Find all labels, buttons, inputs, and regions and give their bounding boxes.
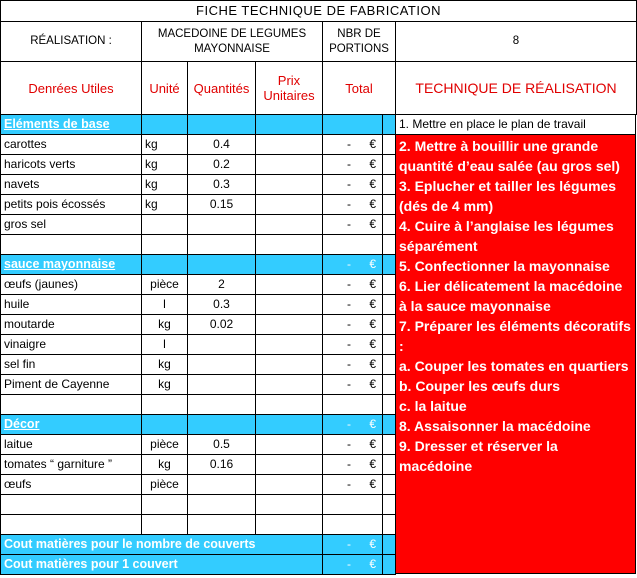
section-fill [188, 115, 256, 135]
ingredient-quantity [188, 335, 256, 355]
total-dash: - [347, 257, 351, 271]
technique-steps [396, 135, 636, 574]
ingredient-unit-price [256, 175, 323, 195]
currency-symbol: € [369, 457, 376, 471]
ingredient-quantity [188, 395, 256, 415]
ingredient-unit-price [256, 315, 323, 335]
currency-symbol: € [369, 277, 376, 291]
ingredient-quantity: 0.3 [188, 295, 256, 315]
ingredient-unit-price [256, 455, 323, 475]
ingredient-name: laitue [0, 435, 142, 455]
ingredient-unit: kg [142, 315, 188, 335]
spacer-cell [383, 135, 396, 155]
ingredient-quantity: 0.3 [188, 175, 256, 195]
technique-step: 3. Eplucher et tailler les légumes (dés de 4 mm) [399, 178, 617, 214]
ingredient-quantity: 0.5 [188, 435, 256, 455]
spacer-cell [383, 515, 396, 535]
total-cell [323, 175, 383, 195]
total-dash: - [347, 377, 351, 391]
ingredient-quantity: 0.15 [188, 195, 256, 215]
ingredient-name: huile [0, 295, 142, 315]
ingredient-quantity: 0.4 [188, 135, 256, 155]
total-dash: - [347, 177, 351, 191]
ingredient-unit: l [142, 295, 188, 315]
currency-symbol: € [369, 337, 376, 351]
currency-symbol: € [369, 437, 376, 451]
ingredient-unit [142, 235, 188, 255]
total-cell [323, 255, 383, 275]
col-denrees: Denrées Utiles [0, 62, 142, 115]
ingredient-unit-price [256, 335, 323, 355]
spacer-cell [383, 415, 396, 435]
total-cell [323, 415, 383, 435]
currency-symbol: € [369, 357, 376, 371]
ingredient-unit-price [256, 275, 323, 295]
technique-step: c. la laitue [399, 398, 467, 414]
ingredient-unit: l [142, 335, 188, 355]
currency-symbol: € [369, 177, 376, 191]
technique-step-1: 1. Mettre en place le plan de travail [396, 115, 636, 135]
total-cell [323, 355, 383, 375]
currency-symbol: € [369, 417, 376, 431]
currency-symbol: € [369, 477, 376, 491]
ingredient-unit [142, 215, 188, 235]
ingredient-name: moutarde [0, 315, 142, 335]
total-dash: - [347, 477, 351, 491]
col-quantites: Quantités [188, 62, 256, 115]
total-dash: - [347, 357, 351, 371]
total-cell [323, 515, 383, 535]
spacer-cell [383, 375, 396, 395]
ingredient-unit-price [256, 295, 323, 315]
total-dash: - [347, 337, 351, 351]
technique-step: b. Couper les œufs durs [399, 378, 561, 394]
total-dash: - [347, 317, 351, 331]
cost-label-total-un: Cout matières pour 1 couvert [0, 555, 323, 575]
ingredient-unit-price [256, 375, 323, 395]
ingredient-name: petits pois écossés [0, 195, 142, 215]
ingredient-unit: kg [142, 175, 188, 195]
col-total: Total [323, 62, 396, 115]
ingredient-unit-price [256, 475, 323, 495]
total-dash: - [347, 297, 351, 311]
ingredient-quantity [188, 355, 256, 375]
ingredient-name [0, 495, 142, 515]
ingredient-unit: kg [142, 375, 188, 395]
section-fill [323, 115, 383, 135]
spacer-cell [383, 175, 396, 195]
spacer-cell [383, 535, 396, 555]
section-fill [256, 255, 323, 275]
ingredient-unit-price [256, 235, 323, 255]
total-cell [323, 135, 383, 155]
currency-symbol: € [369, 197, 376, 211]
section-fill [188, 415, 256, 435]
spacer-cell [383, 395, 396, 415]
ingredient-unit-price [256, 215, 323, 235]
cost-label-total-couverts: Cout matières pour le nombre de couverts [0, 535, 323, 555]
spacer-cell [383, 555, 396, 575]
technique-step: 5. Confectionner la mayonnaise [399, 258, 610, 274]
ingredient-name: tomates “ garniture ” [0, 455, 142, 475]
total-dash: - [347, 537, 351, 551]
ingredient-name: navets [0, 175, 142, 195]
currency-symbol: € [369, 297, 376, 311]
spacer-cell [383, 295, 396, 315]
currency-symbol: € [369, 377, 376, 391]
spacer-cell [383, 475, 396, 495]
ingredient-quantity [188, 475, 256, 495]
currency-symbol: € [369, 157, 376, 171]
total-dash: - [347, 197, 351, 211]
ingredient-name [0, 515, 142, 535]
portions-label: NBR DE PORTIONS [323, 22, 396, 62]
currency-symbol: € [369, 537, 376, 551]
spacer-cell [383, 255, 396, 275]
technique-step: 7. Préparer les éléments décoratifs : [399, 318, 631, 354]
section-fill [142, 415, 188, 435]
total-dash: - [347, 557, 351, 571]
ingredient-unit-price [256, 435, 323, 455]
currency-symbol: € [369, 137, 376, 151]
total-dash: - [347, 417, 351, 431]
ingredient-name [0, 395, 142, 415]
ingredient-name: vinaigre [0, 335, 142, 355]
portions-value: 8 [396, 22, 637, 62]
spacer-cell [383, 335, 396, 355]
total-cell [323, 295, 383, 315]
total-dash: - [347, 137, 351, 151]
ingredient-name: gros sel [0, 215, 142, 235]
total-cell [323, 375, 383, 395]
spacer-cell [383, 235, 396, 255]
ingredient-unit-price [256, 495, 323, 515]
col-unite: Unité [142, 62, 188, 115]
section-fill [256, 115, 323, 135]
spacer-cell [383, 195, 396, 215]
spacer-cell [383, 155, 396, 175]
total-cell [323, 395, 383, 415]
ingredient-quantity [188, 235, 256, 255]
currency-symbol: € [369, 557, 376, 571]
ingredient-quantity [188, 375, 256, 395]
technique-step: 8. Assaisonner la macédoine [399, 418, 591, 434]
currency-symbol: € [369, 317, 376, 331]
ingredient-quantity [188, 495, 256, 515]
realisation-label: RÉALISATION : [0, 22, 142, 62]
ingredient-unit-price [256, 135, 323, 155]
sheet-title: FICHE TECHNIQUE DE FABRICATION [0, 0, 637, 22]
ingredient-name [0, 235, 142, 255]
technique-step: 2. Mettre à bouillir une grande quantité d’eau salée (au gros sel) [399, 138, 620, 174]
section-fill [188, 255, 256, 275]
total-dash: - [347, 457, 351, 471]
ingredient-unit: kg [142, 155, 188, 175]
total-cell [323, 215, 383, 235]
ingredient-quantity: 0.02 [188, 315, 256, 335]
spacer-cell [383, 355, 396, 375]
ingredient-unit: pièce [142, 475, 188, 495]
ingredient-quantity: 0.2 [188, 155, 256, 175]
ingredient-unit: kg [142, 195, 188, 215]
section-title: Décor [0, 415, 142, 435]
ingredient-unit: kg [142, 135, 188, 155]
total-cell [323, 235, 383, 255]
section-fill [383, 115, 396, 135]
total-cell [323, 435, 383, 455]
ingredient-unit-price [256, 515, 323, 535]
ingredient-quantity [188, 515, 256, 535]
spacer-cell [383, 315, 396, 335]
ingredient-name: haricots verts [0, 155, 142, 175]
total-cell [323, 275, 383, 295]
col-prix: Prix Unitaires [256, 62, 323, 115]
ingredient-unit: pièce [142, 435, 188, 455]
ingredient-name: carottes [0, 135, 142, 155]
total-cell [323, 475, 383, 495]
ingredient-unit-price [256, 155, 323, 175]
total-dash: - [347, 157, 351, 171]
section-title: sauce mayonnaise [0, 255, 142, 275]
ingredient-unit: kg [142, 355, 188, 375]
total-cell [323, 195, 383, 215]
currency-symbol: € [369, 257, 376, 271]
ingredient-quantity [188, 215, 256, 235]
currency-symbol: € [369, 217, 376, 231]
ingredient-unit-price [256, 355, 323, 375]
ingredient-unit: pièce [142, 275, 188, 295]
ingredient-unit [142, 495, 188, 515]
ingredient-unit: kg [142, 455, 188, 475]
total-cell [323, 315, 383, 335]
ingredient-name: Piment de Cayenne [0, 375, 142, 395]
spacer-cell [383, 455, 396, 475]
ingredient-unit [142, 515, 188, 535]
ingredient-unit-price [256, 195, 323, 215]
spacer-cell [383, 435, 396, 455]
spacer-cell [383, 275, 396, 295]
ingredient-unit [142, 395, 188, 415]
technique-step: 6. Lier délicatement la macédoine à la sauce mayonnaise [399, 278, 623, 314]
total-dash: - [347, 277, 351, 291]
ingredient-name: œufs (jaunes) [0, 275, 142, 295]
col-technique: TECHNIQUE DE RÉALISATION [396, 62, 637, 115]
ingredient-name: sel fin [0, 355, 142, 375]
section-fill [256, 415, 323, 435]
total-cell [323, 335, 383, 355]
total-cell [323, 555, 383, 575]
total-dash: - [347, 437, 351, 451]
technique-step: 9. Dresser et réserver la macédoine [399, 438, 558, 474]
ingredient-quantity: 0.16 [188, 455, 256, 475]
section-fill [142, 255, 188, 275]
total-cell [323, 455, 383, 475]
section-fill [142, 115, 188, 135]
spacer-cell [383, 215, 396, 235]
ingredient-name: œufs [0, 475, 142, 495]
ingredient-unit-price [256, 395, 323, 415]
total-cell [323, 535, 383, 555]
recipe-name: MACEDOINE DE LEGUMES MAYONNAISE [142, 22, 323, 62]
technique-step: 4. Cuire à l’anglaise les légumes séparément [399, 218, 614, 254]
section-title: Eléments de base [0, 115, 142, 135]
ingredient-quantity: 2 [188, 275, 256, 295]
total-dash: - [347, 217, 351, 231]
total-cell [323, 155, 383, 175]
technique-step: a. Couper les tomates en quartiers [399, 358, 629, 374]
spacer-cell [383, 495, 396, 515]
total-cell [323, 495, 383, 515]
